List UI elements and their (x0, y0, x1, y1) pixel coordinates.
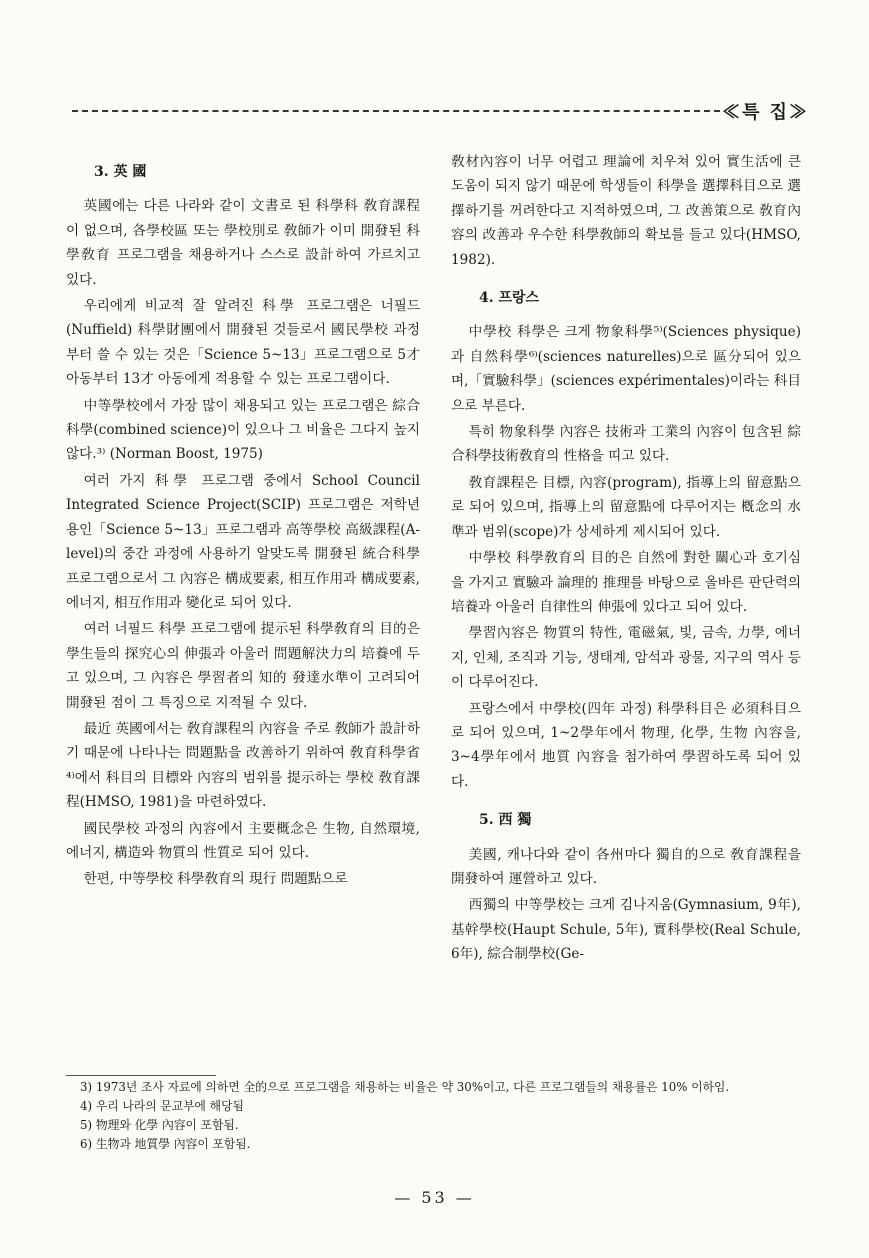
page-number: — 53 — (394, 1188, 475, 1207)
paragraph: 敎育課程은 目標, 內容(program), 指導上의 留意點으로 되어 있으며, 指導上의 留意點에 다루어지는 槪念의 水準과 범위(scope)가 상세하게 제시되어 있다. (451, 474, 801, 540)
footnote: 6) 生物과 地質學 內容이 포함됨. (80, 1137, 251, 1151)
paragraph: 우리에게 비교적 잘 알려진 科學 프로그램은 너필드(Nuffield) 科學財團에서 開發된 것들로서 國民學校 과정부터 쓸 수 있는 것은「Science 5~13」프로그램으로 5才 아동부터 13才 아동에게 적용할 수 있는 프로그램이다. (66, 298, 420, 388)
footnote-divider (66, 1075, 216, 1076)
section-label: ≪특 집≫ (722, 102, 810, 123)
paragraph: 學習內容은 物質의 特性, 電磁氣, 빛, 금속, 力學, 에너지, 인체, 조직과 기능, 생태계, 암석과 광물, 지구의 역사 등이 다루어진다. (451, 625, 801, 691)
paragraph: 美國, 캐나다와 같이 各州마다 獨自的으로 敎育課程을 開發하여 運營하고 있다. (451, 846, 801, 887)
paragraph: 最近 英國에서는 敎育課程의 內容을 주로 敎師가 設計하기 때문에 나타나는 問題點을 改善하기 위하여 敎育科學省⁴⁾에서 科目의 目標와 內容의 범위를 提示하는 學校 敎育課程(HMSO, 1981)을 마련하였다. (66, 720, 420, 811)
footnotes (80, 1078, 810, 1154)
paragraph: 특히 物象科學 內容은 技術과 工業의 內容이 包含된 綜合科學技術敎育의 性格을 띠고 있다. (451, 424, 801, 465)
left-column (66, 150, 420, 894)
right-column (451, 150, 801, 969)
paragraph: 國民學校 과정의 內容에서 主要概念은 生物, 自然環境, 에너지, 構造와 物質의 性質로 되어 있다. (66, 820, 420, 861)
paragraph: 여러 가지 科學 프로그램 중에서 School Council Integrated Science Project(SCIP) 프로그램은 저학년용인「Science 5~13」프로그램과 高等學校 高級課程(A-level)의 중간 과정에 사용하기 알맞도록 開發된 統合科學 프로그램으로서 그 內容은 構成要素, 相互作用과 構成要素, 에너지, 相互作用과 變化로 되어 있다. (66, 472, 420, 611)
paragraph: 中學校 科學敎育의 目的은 自然에 對한 關心과 호기심을 가지고 實驗과 論理的 推理를 바탕으로 올바른 판단력의 培養과 아울러 自律性의 伸張에 있다고 되어 있다. (451, 550, 801, 615)
footnote: 3) 1973년 조사 자료에 의하면 全的으로 프로그램을 채용하는 비율은 약 30%이고, 다른 프로그램들의 채용률은 10% 이하임. (80, 1080, 730, 1094)
header-dashed-rule (72, 110, 720, 112)
paragraph: 英國에는 다른 나라와 같이 文書로 된 科學科 敎育課程이 없으며, 各學校區 또는 學校別로 敎師가 이미 開發된 科學敎育 프로그램을 채용하거나 스스로 設計하여 가르치고 있다. (66, 198, 420, 288)
section-heading-france: 4. 프랑스 (479, 290, 540, 307)
paragraph: 한편, 中等學校 科學敎育의 現行 問題點으로 (83, 871, 348, 888)
section-heading-west-germany: 5. 西 獨 (479, 812, 532, 829)
paragraph: 프랑스에서 中學校(四年 과정) 科學科目은 必須科目으로 되어 있으며, 1~2學年에서 物理, 化學, 生物 內容을, 3~4學年에서 地質 內容을 첨가하여 學習하도록 되어 있다. (451, 700, 801, 790)
footnote: 5) 物理와 化學 內容이 포함됨. (80, 1118, 239, 1132)
section-heading-england: 3. 英 國 (94, 164, 147, 180)
paragraph-continued: 敎材內容이 너무 어렵고 理論에 치우쳐 있어 實生活에 큰 도움이 되지 않기 때문에 학생들이 科學을 選擇科目으로 選擇하기를 꺼려한다고 지적하였으며, 그 改善策으로 敎育內容의 改善과 우수한 科學敎師의 확보를 들고 있다(HMSO, 1982). (451, 154, 801, 268)
footnote: 4) 우리 나라의 문교부에 해당됨 (80, 1099, 244, 1113)
paragraph: 西獨의 中等學校는 크게 김나지움(Gymnasium, 9年), 基幹學校(Haupt Schule, 5年), 實科學校(Real Schule, 6年), 綜合制學校(Ge- (451, 897, 801, 963)
paragraph: 中等學校에서 가장 많이 채용되고 있는 프로그램은 綜合科學(combined science)이 있으나 그 비율은 그다지 높지 않다.³⁾ (Norman Boost, 1975) (66, 397, 420, 463)
paragraph: 여러 너필드 科學 프로그램에 提示된 科學敎育의 目的은 學生들의 探究心의 伸張과 아울러 問題解決力의 培養에 두고 있으며, 그 內容은 學習者의 知的 發達水準이 고려되어 開發된 점이 그 특징으로 지적될 수 있다. (66, 621, 420, 711)
paragraph: 中學校 科學은 크게 物象科學⁵⁾(Sciences physique)과 自然科學⁶⁾(sciences naturelles)으로 區分되어 있으며,「實驗科學」(sciences expérimentales)이라는 科目으로 부른다. (451, 324, 801, 414)
